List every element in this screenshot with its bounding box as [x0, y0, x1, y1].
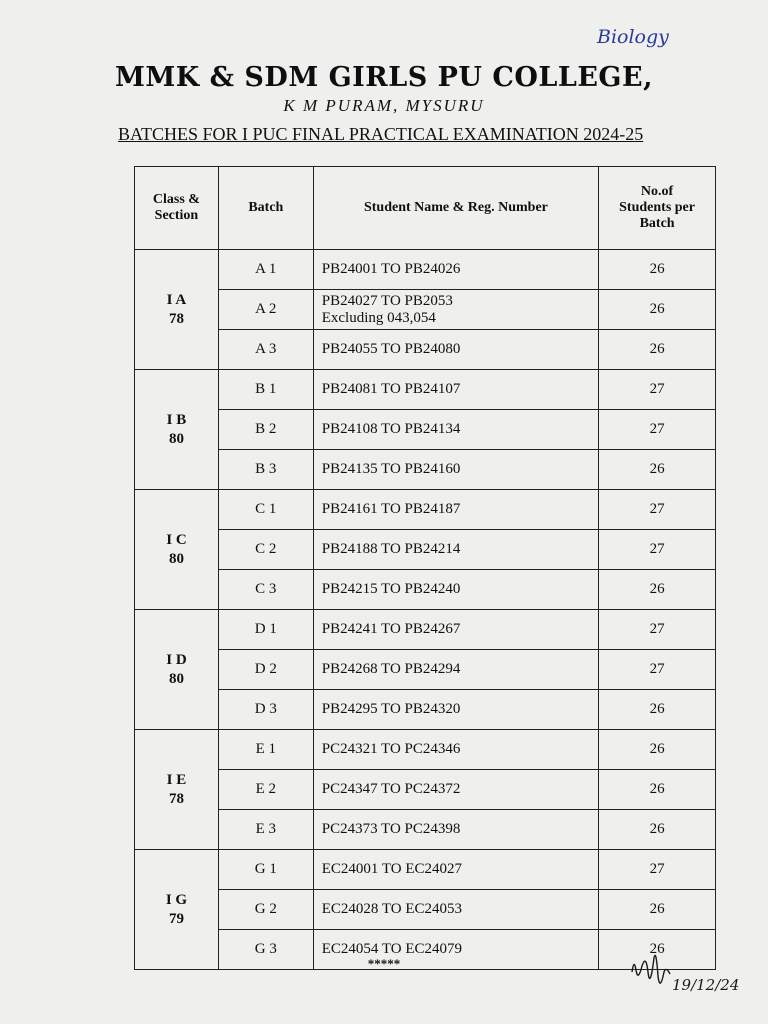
table-header-row: [135, 167, 716, 250]
reg-range-cell: EC24001 TO EC24027: [313, 850, 598, 890]
reg-range-cell: PB24001 TO PB24026: [313, 250, 598, 290]
batch-cell: B 2: [218, 410, 313, 450]
reg-range: PB24027 TO PB2053: [321, 292, 453, 309]
section-cell: [135, 370, 219, 490]
end-marker: *****: [367, 956, 401, 971]
reg-range-cell: PB24268 TO PB24294: [313, 650, 598, 690]
reg-range-cell: EC24028 TO EC24053: [313, 890, 598, 930]
count-cell: 26: [599, 770, 716, 810]
count-cell: 27: [599, 370, 716, 410]
section-cell: [135, 850, 219, 970]
header-count-line2: Students per: [619, 200, 695, 215]
count-cell: 26: [599, 930, 716, 970]
count-cell: 26: [599, 810, 716, 850]
reg-range-cell: PB24081 TO PB24107: [313, 370, 598, 410]
section-total: 78: [168, 310, 184, 327]
batch-cell: G 3: [218, 930, 313, 970]
count-cell: 27: [599, 650, 716, 690]
section-name: I E: [166, 771, 187, 788]
table-row: [135, 690, 716, 730]
section-total: 79: [168, 910, 184, 927]
page-title: BATCHES FOR I PUC FINAL PRACTICAL EXAMINATION 2024-25: [118, 124, 644, 144]
reg-range-cell: EC24054 TO EC24079: [313, 930, 598, 970]
batch-cell: D 3: [218, 690, 313, 730]
table-row: [135, 570, 716, 610]
batch-cell: D 1: [218, 610, 313, 650]
section-total: 78: [168, 790, 184, 807]
section-name: I B: [166, 411, 187, 428]
reg-range-cell: PB24055 TO PB24080: [313, 330, 598, 370]
reg-range-cell: PC24373 TO PC24398: [313, 810, 598, 850]
count-cell: 27: [599, 850, 716, 890]
subject-note: Biology: [597, 26, 669, 48]
count-cell: 26: [599, 250, 716, 290]
header-class-line2: Section: [154, 208, 199, 223]
reg-range-cell: PB24108 TO PB24134: [313, 410, 598, 450]
reg-range-cell: PC24321 TO PC24346: [313, 730, 598, 770]
batch-cell: E 2: [218, 770, 313, 810]
reg-range-cell: PB24161 TO PB24187: [313, 490, 598, 530]
table-row: [135, 490, 716, 530]
count-cell: 27: [599, 530, 716, 570]
section-name: I A: [166, 291, 187, 308]
table-row: [135, 650, 716, 690]
section-total: 80: [168, 550, 184, 567]
reg-range-cell: PB24295 TO PB24320: [313, 690, 598, 730]
batch-cell: G 2: [218, 890, 313, 930]
table-row: [135, 730, 716, 770]
count-cell: 27: [599, 490, 716, 530]
table-row: [135, 330, 716, 370]
table-row: [135, 530, 716, 570]
batch-cell: E 1: [218, 730, 313, 770]
section-name: I C: [166, 531, 187, 548]
table-row: [135, 290, 716, 330]
table-row: [135, 250, 716, 290]
count-cell: 26: [599, 450, 716, 490]
reg-range-note: Excluding 043,054: [321, 309, 436, 326]
count-cell: 26: [599, 690, 716, 730]
batch-cell: D 2: [218, 650, 313, 690]
reg-range-cell: PB24241 TO PB24267: [313, 610, 598, 650]
table-row: [135, 450, 716, 490]
batch-cell: C 3: [218, 570, 313, 610]
header-count-line1: No.of: [640, 184, 674, 199]
header-class-section: [135, 167, 219, 250]
section-cell: [135, 610, 219, 730]
batch-cell: A 3: [218, 330, 313, 370]
batch-table: [134, 166, 716, 970]
table-row: [135, 850, 716, 890]
batch-cell: A 2: [218, 290, 313, 330]
batch-cell: C 2: [218, 530, 313, 570]
section-name: I G: [165, 891, 188, 908]
batch-cell: A 1: [218, 250, 313, 290]
table-row: [135, 610, 716, 650]
signature-stroke: [632, 955, 670, 983]
count-cell: 26: [599, 290, 716, 330]
signature-date: 19/12/24: [672, 976, 740, 994]
count-cell: 27: [599, 410, 716, 450]
table-row: [135, 370, 716, 410]
count-cell: 26: [599, 570, 716, 610]
table-row: [135, 810, 716, 850]
header-batch: Batch: [218, 167, 313, 250]
header-class-line1: Class &: [152, 192, 200, 207]
college-location: K M PURAM, MYSURU: [283, 96, 485, 115]
table-row: [135, 770, 716, 810]
section-name: I D: [166, 651, 187, 668]
batch-cell: B 1: [218, 370, 313, 410]
college-name: MMK & SDM GIRLS PU COLLEGE,: [115, 62, 653, 93]
reg-range-cell: PB24135 TO PB24160: [313, 450, 598, 490]
section-total: 80: [168, 670, 184, 687]
signature: [626, 946, 756, 998]
count-cell: 26: [599, 730, 716, 770]
table-row: [135, 890, 716, 930]
batch-cell: E 3: [218, 810, 313, 850]
count-cell: 27: [599, 610, 716, 650]
section-cell: [135, 250, 219, 370]
section-cell: [135, 490, 219, 610]
batch-cell: C 1: [218, 490, 313, 530]
reg-range-cell: PB24215 TO PB24240: [313, 570, 598, 610]
header-count: [599, 167, 716, 250]
count-cell: 26: [599, 890, 716, 930]
reg-range-cell: PB24188 TO PB24214: [313, 530, 598, 570]
batch-cell: B 3: [218, 450, 313, 490]
batch-cell: G 1: [218, 850, 313, 890]
section-total: 80: [168, 430, 184, 447]
reg-range-cell: PC24347 TO PC24372: [313, 770, 598, 810]
header-student: Student Name & Reg. Number: [313, 167, 598, 250]
reg-range-cell: [313, 290, 598, 330]
table-row: [135, 410, 716, 450]
header-count-line3: Batch: [639, 216, 675, 231]
section-cell: [135, 730, 219, 850]
count-cell: 26: [599, 330, 716, 370]
